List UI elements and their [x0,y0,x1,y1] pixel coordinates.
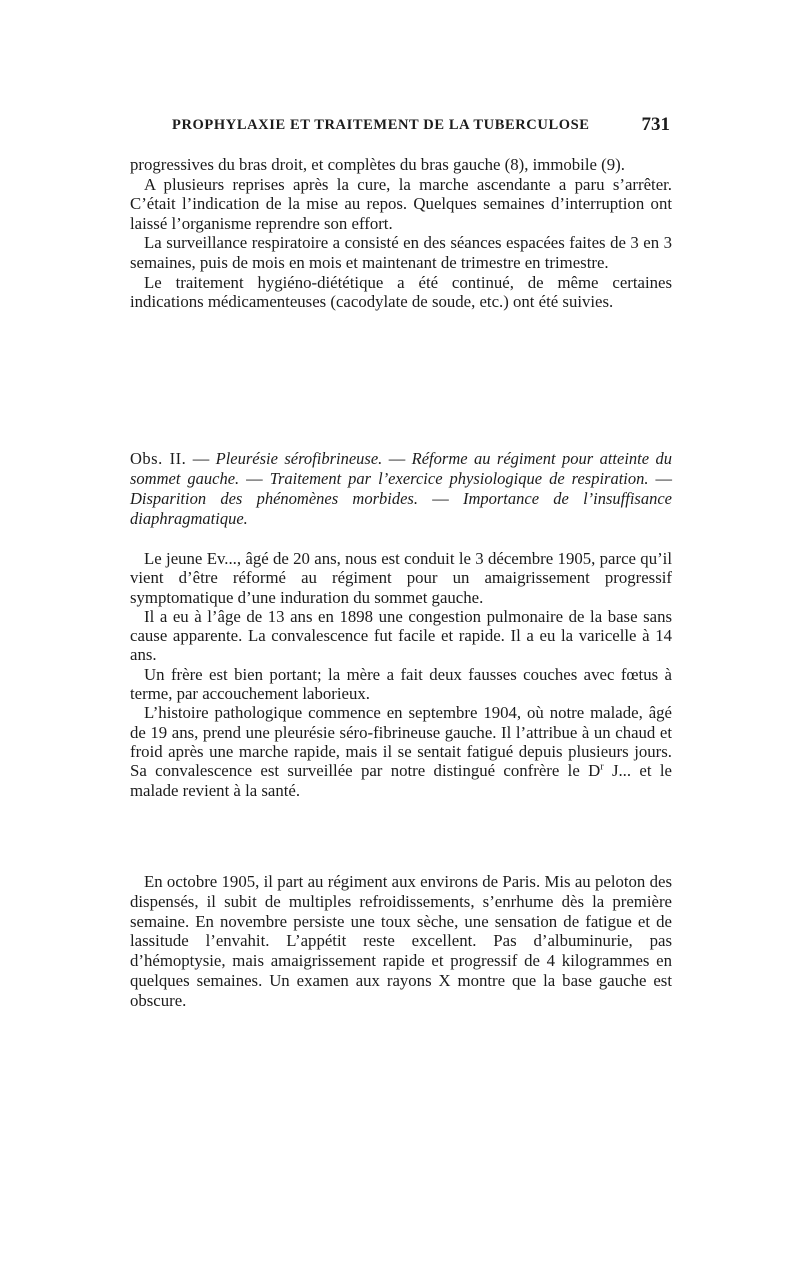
dash: — [648,469,673,488]
page-number: 731 [641,114,670,135]
paragraph-text: L’histoire pathologique commence en septembre 1904, où notre malade, âgé de 19 ans, prend une pleurésie séro-fibrineuse gauche. Il l’attribue à un chaud et froid après une marche rapide, mais il se sentait fatigué depuis plusieurs jours. Sa convalescence est surveillée par notre distingué confrère le D [130,703,672,781]
case-history-section [130,549,672,800]
paragraph: Le jeune Ev..., âgé de 20 ans, nous est conduit le 3 décembre 1905, parce qu’il vient d’être réformé au régiment pour un amaigrissement progressif symptomatique d’une induration du sommet gauche. [130,549,672,607]
observation-title-5: Importance de l’insuffisance diaphragmatique. [130,489,672,528]
running-title: PROPHYLAXIE ET TRAITEMENT DE LA TUBERCULOSE [172,117,590,133]
observation-title-2: Réforme au régiment pour atteinte du sommet gauche. [130,449,673,488]
paragraph: En octobre 1905, il part au régiment aux environs de Paris. Mis au peloton des dispensés, il subit de multiples refroidissements, s’enrhume dès la première semaine. En novembre persiste une toux sèche, une sensation de fatigue et de lassitude l’envahit. L’appétit reste excellent. Pas d’albuminurie, pas d’hémoptysie, mais amaigrissement rapide et progressif de 4 kilogrammes en quelques semaines. Un examen aux rayons X montre que la base gauche est obscure. [130,872,672,1010]
paragraph-text-end: J... et le malade revient à la santé. [130,761,672,800]
paragraph: progressives du bras droit, et complètes du bras gauche (8), immobile (9). [130,155,625,174]
dash: — [382,449,412,468]
dash: — [417,489,463,508]
superscript: r [600,761,604,773]
observation-heading [130,449,672,529]
paragraph: La surveillance respiratoire a consisté en des séances espacées faites de 3 en 3 semaines, puis de mois en mois et maintenant de trimestre en trimestre. [130,233,672,272]
intro-section [130,155,672,312]
paragraph [130,703,672,799]
later-history-section [130,872,672,1011]
observation-title-3: Traitement par l’exercice physiologique de respiration. [269,469,649,488]
observation-label: Obs. II. [130,449,187,468]
page-header [130,114,670,141]
paragraph: Un frère est bien portant; la mère a fait deux fausses couches avec fœtus à terme, par accouchement laborieux. [130,664,672,704]
paragraph: Le traitement hygiéno-diététique a été continué, de même certaines indications médicamenteuses (cacodylate de soude, etc.) ont été suivies. [130,272,672,312]
dash: — [239,469,270,488]
paragraph: Il a eu à l’âge de 13 ans en 1898 une congestion pulmonaire de la base sans cause apparente. La convalescence fut facile et rapide. Il a eu la varicelle à 14 ans. [130,606,672,665]
dash: — [186,449,216,468]
observation-title-1: Pleurésie sérofibrineuse. [215,449,383,468]
paragraph: A plusieurs reprises après la cure, la marche ascendante a paru s’arrêter. C’était l’indication de la mise au repos. Quelques semaines d’interruption ont laissé l’organisme reprendre son effort. [130,174,672,233]
observation-title-4: Disparition des phénomènes morbides. [130,489,418,508]
